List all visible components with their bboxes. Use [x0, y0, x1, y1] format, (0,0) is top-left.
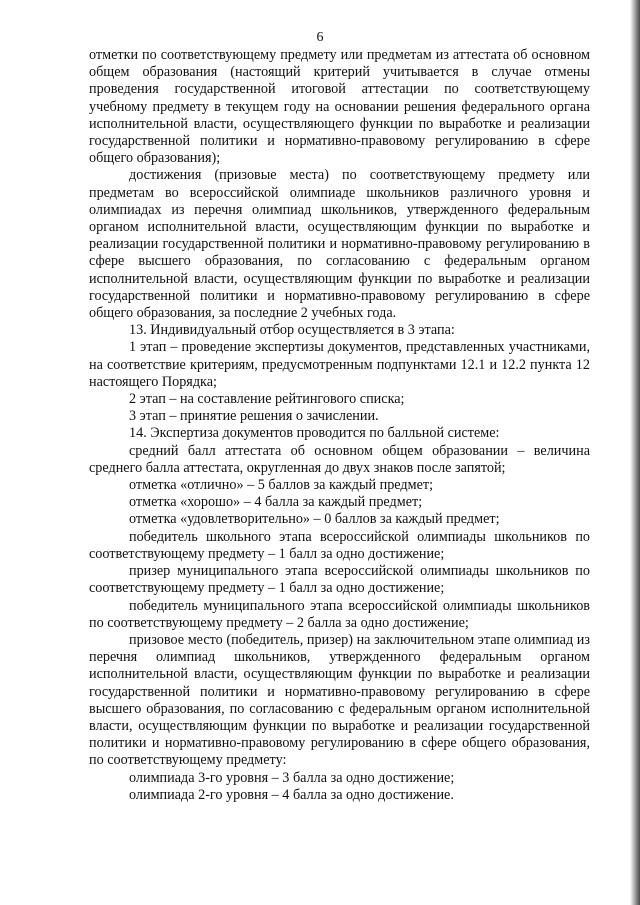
paragraph-stage-3: 3 этап – принятие решения о зачислении. — [129, 408, 379, 425]
paragraph-school-stage-winner: победитель школьного этапа всероссийской олимпиады школьников по соответствующему предмету – 1 балл за одно достижение; — [89, 528, 590, 562]
paragraph-grade-satisfactory: отметка «удовлетворительно» – 0 баллов за каждый предмет; — [129, 511, 500, 528]
paragraph-olympiad-level-3: олимпиада 3-го уровня – 3 балла за одно достижение; — [129, 769, 455, 786]
paragraph-stage-1: 1 этап – проведение экспертизы документов, представленных участниками, на соответствие критериям, предусмотренным подпунктами 12.1 и 12.2 пункта 12 настоящего Порядка; — [89, 339, 590, 390]
paragraph-stage-2: 2 этап – на составление рейтингового списка; — [129, 391, 405, 408]
document-body — [89, 47, 590, 804]
paragraph-average-grade: средний балл аттестата об основном общем образовании – величина среднего балла аттестата, округленная до двух знаков после запятой; — [89, 442, 590, 476]
paragraph-municipal-stage-winner: победитель муниципального этапа всероссийской олимпиады школьников по соответствующему предмету – 2 балла за одно достижение; — [89, 597, 590, 631]
paragraph-olympiad-achievements: достижения (призовые места) по соответствующему предмету или предметам во всероссийской олимпиаде школьников различного уровня и олимпиадах из перечня олимпиад школьников, утвержденного федеральным органом исполнительной власти, осуществляющим функции по выработке и реализации государственной политики и нормативно-правовому регулированию в сфере высшего образования, по согласованию с федеральным органом исполнительной власти, осуществляющим функции по выработке и реализации государственной политики и нормативно-правовому регулированию в сфере общего образования, за последние 2 учебных года. — [89, 167, 590, 322]
page-number: 6 — [316, 30, 324, 45]
paragraph-section-14-heading: 14. Экспертиза документов проводится по балльной системе: — [129, 425, 500, 442]
paragraph-grades-criterion: отметки по соответствующему предмету или предметам из аттестата об основном общем образования (настоящий критерий учитывается в случае отмены проведения государственной итоговой аттестации по соответствующему учебному предмету в текущем году на основании решения федерального органа исполнительной власти, осуществляющего функции по выработке и реализации государственной политики и нормативно-правовому регулированию в сфере общего образования); — [89, 47, 590, 167]
paragraph-municipal-stage-prizewinner: призер муниципального этапа всероссийской олимпиады школьников по соответствующему предмету – 1 балл за одно достижение; — [89, 563, 590, 597]
paragraph-grade-excellent: отметка «отлично» – 5 баллов за каждый предмет; — [129, 477, 434, 494]
paragraph-olympiad-level-2: олимпиада 2-го уровня – 4 балла за одно достижение. — [129, 786, 454, 803]
scan-edge-shadow — [630, 0, 640, 905]
paragraph-section-13-heading: 13. Индивидуальный отбор осуществляется в 3 этапа: — [129, 322, 455, 339]
paragraph-grade-good: отметка «хорошо» – 4 балла за каждый предмет; — [129, 494, 423, 511]
paragraph-final-stage-prize: призовое место (победитель, призер) на заключительном этапе олимпиад из перечня олимпиад школьников, утвержденного федеральным органом исполнительной власти, осуществляющим функции по выработке и реализации государственной политики и нормативно-правовому регулированию в сфере высшего образования, по согласованию с федеральным органом исполнительной власти, осуществляющим функции по выработке и реализации государственной политики и нормативно-правовому регулированию в сфере общего образования, по соответствующему предмету: — [89, 631, 590, 769]
